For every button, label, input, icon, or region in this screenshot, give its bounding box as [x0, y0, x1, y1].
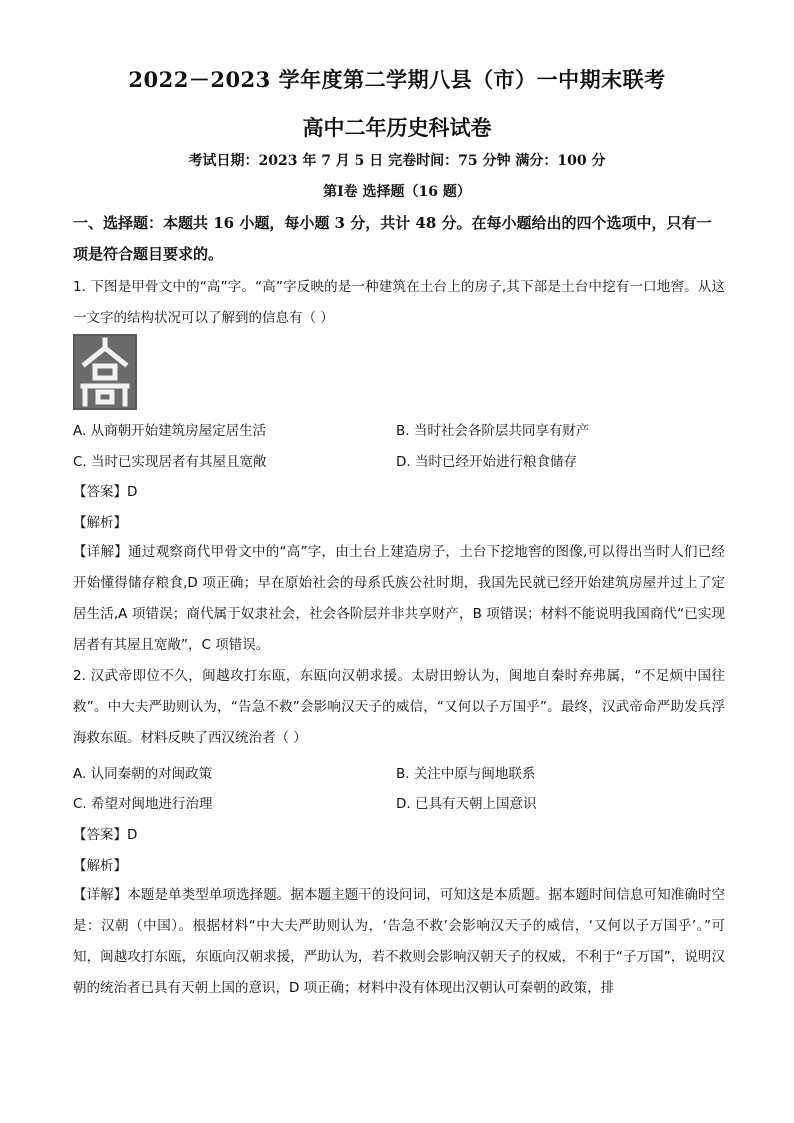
q1-option-a: A. 从商朝开始建筑房屋定居生活 [73, 423, 267, 439]
q1-detail: 【详解】通过观察商代甲骨文中的“高”字，由土台上建造房子，土台下挖地窖的图像,可以得出当时人们已经开始懂得储存粮食,D 项正确；早在原始社会的母系氏族公社时期，我国先民就已经开始建筑房屋并过上了定居生活,A 项错误；商代属于奴隶社会，社会各阶层并非共享财产，B 项错误；材料不能说明我国商代“已实现居者有其屋且宽敞”，C 项错误。 [73, 544, 725, 653]
q2-option-a: A. 认同秦朝的对闽政策 [73, 766, 213, 782]
q1-option-c: C. 当时已实现居者有其屋且宽敞 [73, 454, 267, 470]
oracle-bone-gao-glyph [73, 334, 137, 410]
q2-answer: 【答案】D [73, 827, 138, 843]
q2-option-d: D. 已具有天朝上国意识 [396, 796, 537, 812]
volume-heading: 第Ⅰ卷 选择题（16 题） [323, 184, 471, 200]
q2-analysis-label: 【解析】 [73, 858, 127, 874]
q2-option-b: B. 关注中原与闽地联系 [396, 766, 536, 782]
q1-stem: 1. 下图是甲骨文中的“高”字。“高”字反映的是一种建筑在土台上的房子,其下部是土台中挖有一口地窖。从这一文字的结构状况可以了解到的信息有（ ） [73, 279, 725, 326]
q1-option-d: D. 当时已经开始进行粮食储存 [396, 454, 577, 470]
exam-subtitle: 高中二年历史科试卷 [302, 115, 492, 140]
q2-stem: 2. 汉武帝即位不久，闽越攻打东瓯，东瓯向汉朝求援。太尉田蚡认为，闽地自秦时弃弗属，“不足烦中国往救”。中大夫严助则认为，“告急不救”会影响汉天子的威信，“又何以子万国乎”。最终，汉武帝命严助发兵浮海救东瓯。材料反映了西汉统治者（ ） [73, 668, 725, 746]
q1-analysis-label: 【解析】 [73, 515, 127, 531]
q1-answer: 【答案】D [73, 484, 138, 500]
exam-info: 考试日期：2023 年 7 月 5 日 完卷时间：75 分钟 满分：100 分 [188, 153, 606, 169]
exam-title: 2022－2023 学年度第二学期八县（市）一中期末联考 [128, 67, 666, 92]
q2-detail: 【详解】本题是单类型单项选择题。据本题主题干的设问词，可知这是本质题。据本题时间信息可知准确时空是：汉朝（中国）。根据材料“中大夫严助则认为，‘告急不救’会影响汉天子的威信，‘又何以子万国乎’。”可知，闽越攻打东瓯，东瓯向汉朝求援，严助认为，若不救则会影响汉朝天子的权威，不利于“子万国”，说明汉朝的统治者已具有天朝上国的意识，D 项正确；材料中没有体现出汉朝认可秦朝的政策，排 [73, 887, 725, 996]
q2-option-c: C. 希望对闽地进行治理 [73, 796, 213, 812]
q1-option-b: B. 当时社会各阶层共同享有财产 [396, 423, 590, 439]
section-instructions: 一、选择题：本题共 16 小题，每小题 3 分，共计 48 分。在每小题给出的四个选项中，只有一项是符合题目要求的。 [73, 214, 712, 263]
